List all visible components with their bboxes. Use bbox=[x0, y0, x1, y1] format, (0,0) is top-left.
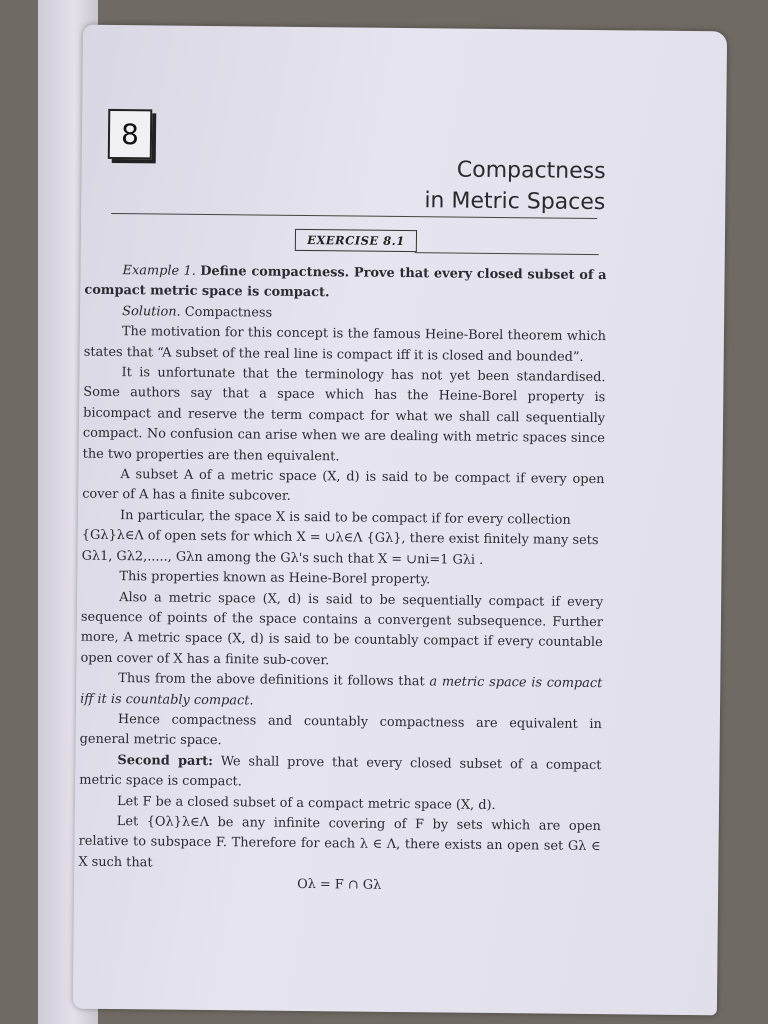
paragraph-text: Thus from the above definitions it follows that bbox=[118, 671, 425, 690]
exercise-heading: EXERCISE 8.1 bbox=[295, 229, 417, 252]
paragraph-emphasis: a metric space is compact iff it is countably compact. bbox=[80, 674, 603, 709]
body-text bbox=[78, 261, 607, 899]
paragraph: Also a metric space (X, d) is said to be sequentially compact if every sequence of points of the space contains a convergent subsequence. Further more, A metric space (X, d) is said to be countably compact if every countable open cover of X has a finite sub-cover. bbox=[80, 589, 604, 668]
math-line: Gλ1, Gλ2,....., Gλn among the Gλ's such that X = ∪ni=1 Gλi . bbox=[81, 548, 484, 568]
paragraph: A subset A of a metric space (X, d) is said to be compact if every open cover of A has a finite subcover. bbox=[82, 467, 605, 505]
example-question: Define compactness. Prove that every closed subset of a compact metric space is compact. bbox=[84, 263, 607, 301]
paragraph bbox=[80, 669, 602, 715]
second-part-paragraph bbox=[79, 750, 601, 796]
paragraph: Hence compactness and countably compactness are equivalent in general metric space. bbox=[79, 711, 602, 749]
example-label: Example 1. bbox=[122, 263, 196, 279]
chapter-title bbox=[424, 154, 606, 218]
paragraph: Let {Oλ}λ∈Λ be any infinite covering of F by sets which are open relative to subspace F. Therefore for each λ ∈ Λ, there exists an open set Gλ ∈ X such that bbox=[78, 814, 601, 871]
second-part-label: Second part: bbox=[117, 752, 213, 769]
paragraph-text: We shall prove that every closed subset of a compact metric space is compact. bbox=[79, 753, 602, 790]
equation: Oλ = F ∩ Gλ bbox=[297, 877, 382, 894]
math-line: {Gλ}λ∈Λ of open sets for which X = ∪λ∈Λ {Gλ}, there exist finitely many sets bbox=[81, 527, 599, 549]
chapter-title-line-1: Compactness bbox=[456, 157, 606, 185]
exercise-rule bbox=[415, 252, 599, 255]
solution-label: Solution. bbox=[122, 303, 181, 320]
paragraph: It is unfortunate that the terminology has not yet been standardised. Some authors say that a space which has the Heine-Borel property is bicompact and reserve the term compact for what we shall call sequentially compact. No confusion can arise when we are dealing with metric spaces since the two properties are then equivalent. bbox=[82, 365, 606, 465]
paragraph: In particular, the space X is said to be compact if for every collection bbox=[119, 507, 571, 528]
chapter-title-line-2: in Metric Spaces bbox=[424, 188, 606, 216]
paragraph: The motivation for this concept is the famous Heine-Borel theorem which states that “A subset of the real line is compact iff it is closed and bounded”. bbox=[83, 324, 607, 365]
book-page bbox=[73, 25, 727, 1016]
solution-topic: Compactness bbox=[184, 304, 273, 321]
paragraph: Let F be a closed subset of a compact metric space (X, d). bbox=[116, 793, 496, 813]
paragraph: This properties known as Heine-Borel property. bbox=[119, 569, 431, 588]
chapter-number-box bbox=[108, 109, 153, 159]
chapter-number: 8 bbox=[120, 117, 140, 151]
page-stack-edge bbox=[717, 111, 727, 1011]
example-paragraph bbox=[84, 261, 606, 307]
